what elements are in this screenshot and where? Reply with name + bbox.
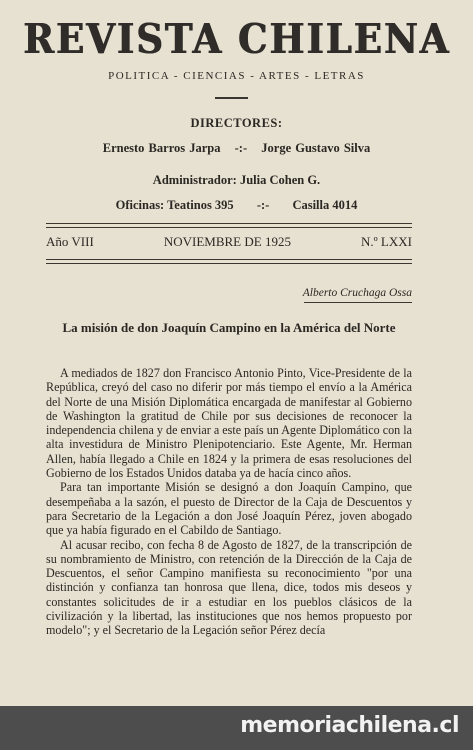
issue-volume: Año VIII bbox=[46, 234, 94, 249]
article-author: Alberto Cruchaga Ossa bbox=[302, 287, 412, 299]
divider bbox=[46, 259, 412, 264]
divider bbox=[215, 97, 248, 99]
director-name: Ernesto Barros Jarpa bbox=[102, 141, 221, 155]
issue-info bbox=[46, 234, 412, 250]
oficinas-address: Oficinas: Teatinos 395 bbox=[115, 198, 234, 212]
divider bbox=[46, 223, 412, 228]
footer-bar bbox=[0, 706, 473, 750]
casilla: Casilla 4014 bbox=[292, 198, 358, 212]
masthead-title: REVISTA CHILENA bbox=[22, 14, 451, 64]
footer-logo[interactable]: memoriachilena.cl bbox=[240, 713, 459, 738]
separator: -:- bbox=[234, 141, 248, 155]
paragraph: Para tan importante Misión se designó a don Joaquín Campino, que desempeñaba a la sazón, el puesto de Director de la Caja de Descuentos y para Secretario de la Legación a don José Joaquín Pérez, joven abogado que ya había figurado en el Cabildo de Santiago. bbox=[46, 480, 412, 538]
issue-date: NOVIEMBRE DE 1925 bbox=[163, 234, 291, 249]
administrador-line: Administrador: Julia Cohen G. bbox=[152, 173, 321, 187]
paragraph: Al acusar recibo, con fecha 8 de Agosto de 1827, de la transcripción de su nombramiento de Ministro, con retención de la Dirección de la Caja de Descuentos, el señor Campino manifiesta su reconocimiento "por una distinción y confianza tan honrosa que llena, dice, todos mis deseos y constantes solicitudes de ir a estudiar en los pueblos clásicos de la civilización y la libertad, las instituciones que nos hemos propuesto por modelo"; y el Secretario de la Legación señor Pérez decía bbox=[46, 537, 412, 638]
masthead-tagline: POLITICA - CIENCIAS - ARTES - LETRAS bbox=[108, 70, 365, 82]
article-title: La misión de don Joaquín Campino en la América del Norte bbox=[62, 320, 396, 335]
paragraph: A mediados de 1827 don Francisco Antonio Pinto, Vice-Presidente de la República, creyó del caso no diferir por más tiempo el envío a la América del Norte de una Misión Diplomática encargada de manifestar al Gobierno de Washington la gratitud de Chile por sus decisiones de reconocer la independencia chilena y de enviar a este país un Agente Diplomático con la alta investidura de Ministro Plenipotenciario. Este Agente, Mr. Herman Allen, había llegado a Chile en 1824 y la primera de esas resoluciones del Gobierno de los Estados Unidos databa ya de hacía cinco años. bbox=[46, 366, 412, 481]
directores-names bbox=[0, 141, 473, 156]
director-name: Jorge Gustavo Silva bbox=[261, 141, 371, 155]
separator: -:- bbox=[256, 198, 270, 212]
directores-label: DIRECTORES: bbox=[190, 116, 283, 130]
oficinas-line bbox=[0, 198, 473, 213]
issue-number: N.º LXXI bbox=[361, 234, 412, 249]
divider bbox=[304, 302, 412, 303]
article-body bbox=[46, 366, 412, 638]
